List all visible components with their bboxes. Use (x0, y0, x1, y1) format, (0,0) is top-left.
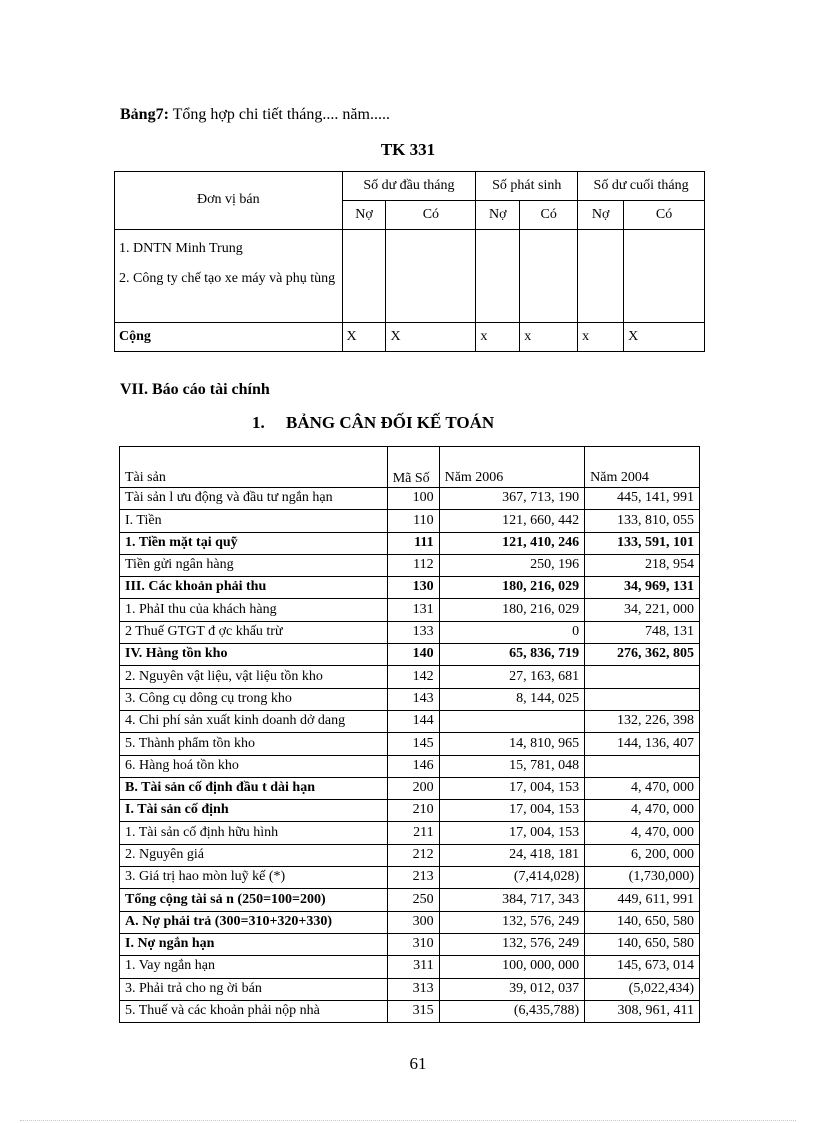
row-value-2006: 180, 216, 029 (439, 599, 585, 621)
col-asset-header: Tài sản (120, 447, 388, 488)
row-value-2004: (1,730,000) (585, 867, 700, 889)
total-mark: X (342, 323, 386, 352)
row-value-2004: 6, 200, 000 (585, 844, 700, 866)
table-row (120, 510, 700, 532)
table-row (120, 599, 700, 621)
total-mark: x (520, 323, 578, 352)
row-value-2004: 276, 362, 805 (585, 644, 700, 666)
row-value-2006: 24, 418, 181 (439, 844, 585, 866)
table-caption (120, 106, 390, 124)
col-opening-header: Số dư đầu tháng (342, 172, 476, 201)
row-name: I. Nợ ngắn hạn (120, 933, 388, 955)
total-mark: X (624, 323, 705, 352)
table-row (120, 733, 700, 755)
table-row (120, 532, 700, 554)
row-code: 111 (387, 532, 439, 554)
row-value-2004: 308, 961, 411 (585, 1000, 700, 1022)
row-code: 131 (387, 599, 439, 621)
total-mark: x (578, 323, 624, 352)
balance-sheet-title (252, 413, 494, 433)
row-code: 100 (387, 488, 439, 510)
row-value-2004: 145, 673, 014 (585, 956, 700, 978)
table-row (120, 889, 700, 911)
row-name: 2. Nguyên giá (120, 844, 388, 866)
row-value-2004: 445, 141, 991 (585, 488, 700, 510)
table-row (120, 755, 700, 777)
table-row (120, 777, 700, 799)
debit-header: Nợ (342, 201, 386, 230)
row-name: I. Tiền (120, 510, 388, 532)
row-code: 200 (387, 777, 439, 799)
row-code: 145 (387, 733, 439, 755)
row-value-2004: 133, 810, 055 (585, 510, 700, 532)
row-value-2006: 367, 713, 190 (439, 488, 585, 510)
row-name: 5. Thành phẩm tồn kho (120, 733, 388, 755)
table-row (120, 844, 700, 866)
table-row (120, 621, 700, 643)
col-closing-header: Số dư cuối tháng (578, 172, 705, 201)
row-value-2006: 14, 810, 965 (439, 733, 585, 755)
empty-cell (342, 230, 386, 323)
row-value-2004: 218, 954 (585, 554, 700, 576)
row-name: Tài sản l ưu động và đầu tư ngắn hạn (120, 488, 388, 510)
row-code: 213 (387, 867, 439, 889)
section-title: VII. Báo cáo tài chính (120, 381, 270, 398)
row-code: 313 (387, 978, 439, 1000)
row-value-2004: 34, 969, 131 (585, 577, 700, 599)
row-code: 250 (387, 889, 439, 911)
row-value-2004: 34, 221, 000 (585, 599, 700, 621)
row-code: 212 (387, 844, 439, 866)
total-mark: x (476, 323, 520, 352)
empty-cell (624, 230, 705, 323)
table-row (120, 554, 700, 576)
table-row (120, 488, 700, 510)
row-value-2006: 132, 576, 249 (439, 933, 585, 955)
account-title: TK 331 (380, 140, 436, 159)
row-value-2004 (585, 755, 700, 777)
vendor-list (115, 230, 343, 323)
row-name: A. Nợ phải trả (300=310+320+330) (120, 911, 388, 933)
table-row (120, 688, 700, 710)
row-value-2004: 140, 650, 580 (585, 911, 700, 933)
row-code: 310 (387, 933, 439, 955)
row-code: 140 (387, 644, 439, 666)
empty-cell (520, 230, 578, 323)
account-331-table (114, 171, 705, 352)
row-name: Tổng cộng tài sả n (250=100=200) (120, 889, 388, 911)
row-code: 146 (387, 755, 439, 777)
row-value-2006: 0 (439, 621, 585, 643)
row-value-2004 (585, 666, 700, 688)
row-code: 112 (387, 554, 439, 576)
table-row (120, 710, 700, 732)
balance-title-number: 1. (252, 413, 265, 432)
row-value-2006: 250, 196 (439, 554, 585, 576)
row-value-2004: 4, 470, 000 (585, 800, 700, 822)
row-code: 315 (387, 1000, 439, 1022)
row-code: 142 (387, 666, 439, 688)
total-label: Cộng (115, 323, 343, 352)
table-row (120, 933, 700, 955)
table-row (120, 978, 700, 1000)
row-value-2006: (7,414,028) (439, 867, 585, 889)
row-value-2006: 121, 410, 246 (439, 532, 585, 554)
credit-header: Có (624, 201, 705, 230)
row-value-2006: 65, 836, 719 (439, 644, 585, 666)
col-year1-header: Năm 2006 (439, 447, 585, 488)
row-code: 210 (387, 800, 439, 822)
row-value-2006: 17, 004, 153 (439, 822, 585, 844)
row-value-2004 (585, 688, 700, 710)
debit-header: Nợ (578, 201, 624, 230)
row-name: 5. Thuế và các khoản phải nộp nhà (120, 1000, 388, 1022)
col-arising-header: Số phát sinh (476, 172, 578, 201)
row-value-2006: 17, 004, 153 (439, 777, 585, 799)
row-code: 311 (387, 956, 439, 978)
row-value-2006: 180, 216, 029 (439, 577, 585, 599)
row-name: Tiền gửi ngân hàng (120, 554, 388, 576)
row-name: 1. PhảI thu của khách hàng (120, 599, 388, 621)
row-value-2006: (6,435,788) (439, 1000, 585, 1022)
table-row (120, 822, 700, 844)
row-code: 110 (387, 510, 439, 532)
table-row (120, 800, 700, 822)
row-value-2004: 4, 470, 000 (585, 777, 700, 799)
row-code: 143 (387, 688, 439, 710)
row-value-2006: 39, 012, 037 (439, 978, 585, 1000)
page-bottom-border (20, 1120, 796, 1121)
table-row (120, 577, 700, 599)
row-name: 2 Thuế GTGT đ ợc khấu trừ (120, 621, 388, 643)
col-unit-header: Đơn vị bán (115, 172, 343, 230)
total-mark: X (386, 323, 476, 352)
row-name: 1. Tiền mặt tại quỹ (120, 532, 388, 554)
row-value-2004: 133, 591, 101 (585, 532, 700, 554)
row-name: III. Các khoản phải thu (120, 577, 388, 599)
row-name: 1. Vay ngắn hạn (120, 956, 388, 978)
row-value-2006: 121, 660, 442 (439, 510, 585, 532)
debit-header: Nợ (476, 201, 520, 230)
table-row (120, 867, 700, 889)
table-row (120, 666, 700, 688)
row-value-2004: 144, 136, 407 (585, 733, 700, 755)
empty-cell (578, 230, 624, 323)
row-value-2004: 132, 226, 398 (585, 710, 700, 732)
row-value-2006: 8, 144, 025 (439, 688, 585, 710)
row-value-2004: 4, 470, 000 (585, 822, 700, 844)
row-name: 3. Phải trả cho ng ời bán (120, 978, 388, 1000)
row-name: 4. Chi phí sản xuất kinh doanh dở dang (120, 710, 388, 732)
row-code: 130 (387, 577, 439, 599)
empty-cell (476, 230, 520, 323)
row-code: 300 (387, 911, 439, 933)
row-value-2006 (439, 710, 585, 732)
row-value-2004: 140, 650, 580 (585, 933, 700, 955)
row-name: B. Tài sản cố định đầu t dài hạn (120, 777, 388, 799)
row-name: 3. Công cụ dông cụ trong kho (120, 688, 388, 710)
row-value-2004: (5,022,434) (585, 978, 700, 1000)
row-name: I. Tài sản cố định (120, 800, 388, 822)
col-year2-header: Năm 2004 (585, 447, 700, 488)
row-name: 2. Nguyên vật liệu, vật liệu tồn kho (120, 666, 388, 688)
table-row (120, 644, 700, 666)
table-row (120, 911, 700, 933)
col-code-header: Mã Số (387, 447, 439, 488)
row-value-2006: 100, 000, 000 (439, 956, 585, 978)
row-name: 3. Giá trị hao mòn luỹ kế (*) (120, 867, 388, 889)
row-value-2006: 17, 004, 153 (439, 800, 585, 822)
row-name: 1. Tài sản cố định hữu hình (120, 822, 388, 844)
row-value-2006: 15, 781, 048 (439, 755, 585, 777)
row-value-2006: 384, 717, 343 (439, 889, 585, 911)
row-value-2004: 449, 611, 991 (585, 889, 700, 911)
row-value-2004: 748, 131 (585, 621, 700, 643)
table-row (120, 1000, 700, 1022)
vendor-name: 1. DNTN Minh Trung (119, 241, 243, 256)
table-row (120, 956, 700, 978)
row-code: 211 (387, 822, 439, 844)
vendor-name: 2. Công ty chế tạo xe máy và phụ tùng (119, 271, 336, 286)
row-name: IV. Hàng tồn kho (120, 644, 388, 666)
row-code: 144 (387, 710, 439, 732)
empty-cell (386, 230, 476, 323)
row-value-2006: 132, 576, 249 (439, 911, 585, 933)
page-number: 61 (409, 1054, 427, 1073)
credit-header: Có (386, 201, 476, 230)
row-code: 133 (387, 621, 439, 643)
balance-title-text: BẢNG CÂN ĐỐI KẾ TOÁN (286, 413, 495, 432)
caption-text: Tổng hợp chi tiết tháng.... năm..... (172, 106, 390, 123)
row-name: 6. Hàng hoá tồn kho (120, 755, 388, 777)
credit-header: Có (520, 201, 578, 230)
row-value-2006: 27, 163, 681 (439, 666, 585, 688)
caption-label: Bảng7: (120, 106, 169, 123)
balance-sheet-table (119, 446, 700, 1023)
